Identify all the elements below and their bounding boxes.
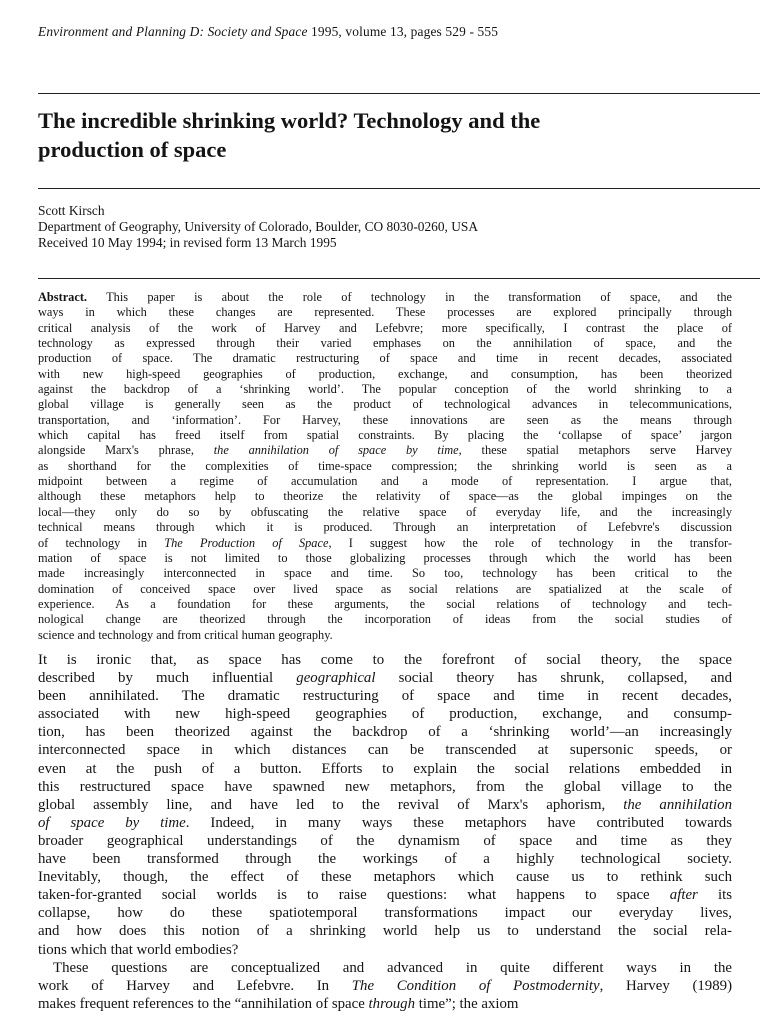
article-title (38, 106, 738, 164)
abstract-line: local—they only do so by obfuscating the relative space of everyday life, and the increasingly (38, 504, 732, 519)
body-line: interconnected space in which distances can be transcended at supersonic speeds, or (38, 742, 732, 759)
journal-name: Environment and Planning D: Society and Space (38, 24, 308, 39)
abstract-line: Abstract. This paper is about the role of technology in the transformation of space, and the (38, 290, 732, 304)
body-line: and how does this notion of a shrinking world help us to understand the social rela- (38, 923, 732, 940)
title-divider (38, 188, 760, 189)
abstract-line: ways in which these changes are represented. These processes are explored principally through (38, 305, 732, 320)
italic-phrase: The Production of Space (164, 535, 329, 550)
body-line: broader geographical understandings of the dynamism of space and time as they (38, 832, 732, 849)
abstract (38, 290, 732, 643)
abstract-line: against the backdrop of a ‘shrinking world’. The popular conception of the world shrinking to a (38, 382, 732, 397)
body-line: described by much influential geographical social theory has shrunk, collapsed, and (38, 670, 732, 687)
abstract-line: midpoint between a regime of accumulation and a mode of representation. I argue that, (38, 474, 732, 489)
body-line: even at the push of a button. Efforts to explain the social relations embedded in (38, 760, 732, 777)
journal-citation (38, 24, 738, 40)
abstract-line: of technology in The Production of Space, I suggest how the role of technology in the transfor- (38, 535, 732, 550)
author-name: Scott Kirsch (38, 203, 105, 218)
abstract-line: critical analysis of the work of Harvey and Lefebvre; more specifically, I contrast the place of (38, 320, 732, 335)
body-line: makes frequent references to the “annihilation of space through time”; the axiom (38, 995, 519, 1012)
body-line: global assembly line, and have led to the revival of Marx's aphorism, the annihilation (38, 796, 733, 813)
body-line: work of Harvey and Lefebvre. In The Condition of Postmodernity, Harvey (1989) (38, 977, 733, 994)
body-line: of space by time. Indeed, in many ways these metaphors have contributed towards (38, 814, 732, 831)
author-block (38, 203, 738, 252)
body-line: These questions are conceptualized and advanced in quite different ways in the (53, 959, 732, 976)
abstract-line: nological change are theorized through the incorporation of ideas from the social studies of (38, 612, 732, 627)
body-line: tions which that world embodies? (38, 941, 239, 958)
abstract-line: global village is generally seen as the product of technological advances in telecommunications, (38, 397, 732, 412)
abstract-label: Abstract. (38, 290, 88, 304)
journal-volume-pages: 1995, volume 13, pages 529 - 555 (307, 24, 499, 39)
abstract-line: alongside Marx's phrase, the annihilation of space by time, these spatial metaphors serve Harvey (38, 443, 732, 458)
abstract-line: technical means through which it is produced. Through an interpretation of Lefebvre's discussion (38, 520, 732, 535)
body-line: associated with new high-speed geographies of production, exchange, and consump- (38, 706, 732, 723)
author-affiliation: Department of Geography, University of Colorado, Boulder, CO 8030-0260, USA (38, 219, 479, 235)
italic-phrase: through (368, 995, 416, 1012)
abstract-line: domination of conceived space over lived space as social relations are spatialized at the scale of (38, 581, 732, 596)
abstract-line: science and technology and from critical human geography. (38, 627, 333, 642)
abstract-divider (38, 278, 760, 279)
italic-phrase: geographical (296, 670, 376, 687)
italic-phrase: the annihilation (623, 796, 733, 813)
italic-phrase: the annihilation of space by time (213, 443, 459, 458)
article-title-line: The incredible shrinking world? Technology and the (38, 108, 541, 133)
abstract-line: production of space. The dramatic restructuring of space and time in recent decades, associated (38, 351, 732, 366)
body-line: this restructured space have spawned new metaphors, from the global village to the (38, 778, 732, 795)
body-line: collapse, how do these spatiotemporal transformations impact our everyday lives, (38, 905, 732, 922)
abstract-line: mation of space is not limited to those globalizing processes through which the world has been (38, 550, 732, 565)
abstract-line: as shorthand for the complexities of time-space compression; the shrinking world is seen as a (38, 458, 732, 473)
abstract-line: with new high-speed geographies of production, exchange, and consumption, has been theorized (38, 366, 732, 381)
body-line: taken-for-granted social worlds is to raise questions: what happens to space after its (38, 887, 732, 904)
top-divider (38, 93, 760, 94)
italic-phrase: after (669, 887, 698, 904)
abstract-line: although these metaphors help to theorize the relativity of space—as the global impinges on the (38, 489, 732, 504)
italic-phrase: of space by time (38, 814, 186, 831)
abstract-line: made increasingly interconnected in space and time. So too, technology has been critical to the (38, 566, 732, 581)
body-line: tion, has been theorized against the backdrop of a ‘shrinking world’—an increasingly (38, 724, 732, 741)
body-line: have been transformed through the workings of a highly technological society. (38, 851, 732, 868)
abstract-line: transportation, and ‘information’. For Harvey, these innovations are seen as the means through (38, 412, 732, 427)
abstract-line: which capital has freed itself from spatial constraints. By placing the ‘collapse of space’ jargon (38, 428, 732, 443)
body-line: Inevitably, though, the effect of these metaphors which cause us to rethink such (38, 869, 732, 886)
received-dates: Received 10 May 1994; in revised form 13 March 1995 (38, 235, 337, 251)
article-title-line: production of space (38, 137, 227, 162)
abstract-line: technology as expressed through their varied emphases on the annihilation of space, and the (38, 336, 732, 351)
body-line: been annihilated. The dramatic restructuring of space and time in recent decades, (38, 688, 732, 705)
body-text (38, 651, 732, 1013)
abstract-line: experience. As a foundation for these arguments, the social relations of technology and tech- (38, 596, 732, 611)
italic-phrase: The Condition of Postmodernity (351, 977, 600, 994)
body-line: It is ironic that, as space has come to the forefront of social theory, the space (38, 652, 732, 668)
